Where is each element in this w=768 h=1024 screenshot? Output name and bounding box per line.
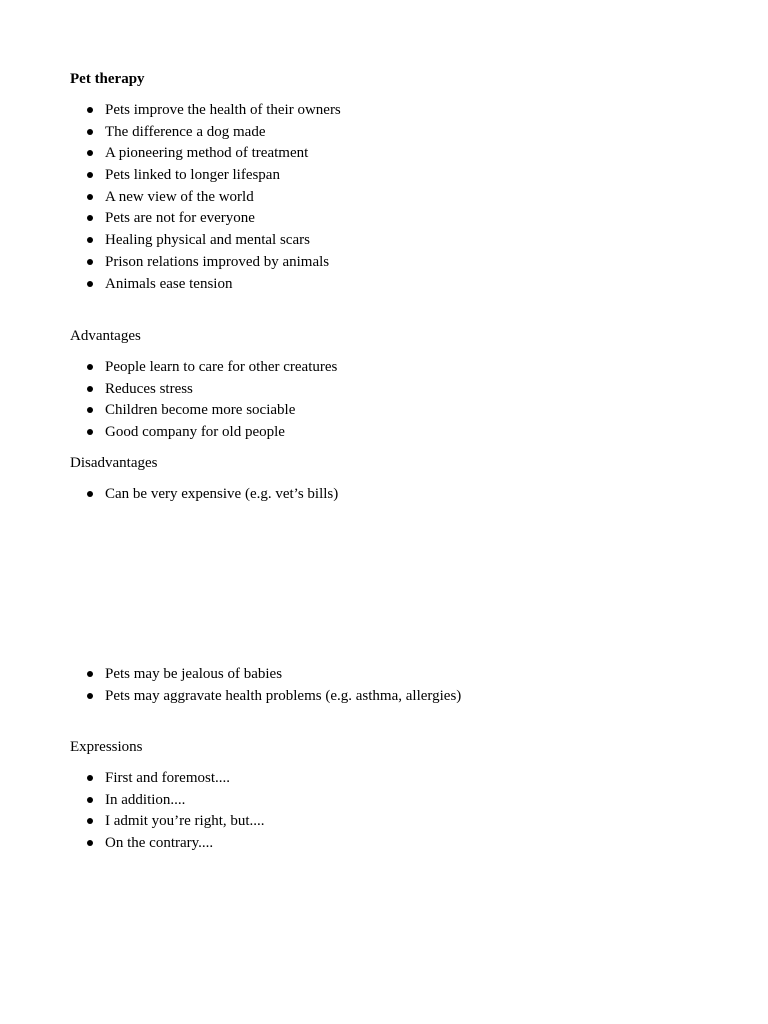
bullet-dot-icon [87,429,93,435]
bullet-dot-icon [87,172,93,178]
list-item: Good company for old people [70,423,337,445]
list-item: First and foremost.... [70,769,265,791]
list-item: Pets linked to longer lifespan [70,166,341,188]
bullet-dot-icon [87,259,93,265]
bullet-dot-icon [87,129,93,135]
list-item: Pets improve the health of their owners [70,101,341,123]
bullet-dot-icon [87,671,93,677]
bullet-dot-icon [87,281,93,287]
disadvantages-list-continued [70,665,461,708]
bullet-dot-icon [87,364,93,370]
list-item: Prison relations improved by animals [70,253,341,275]
document-title: Pet therapy [70,71,145,87]
expressions-heading: Expressions [70,739,143,755]
list-item: Animals ease tension [70,275,341,297]
bullet-dot-icon [87,491,93,497]
list-item: The difference a dog made [70,123,341,145]
advantages-list [70,358,337,445]
list-item: I admit you’re right, but.... [70,812,265,834]
list-item: A new view of the world [70,188,341,210]
list-item: A pioneering method of treatment [70,144,341,166]
topics-list [70,101,341,296]
bullet-dot-icon [87,107,93,113]
list-item: Pets may aggravate health problems (e.g. asthma, allergies) [70,687,461,709]
list-item: In addition.... [70,791,265,813]
disadvantages-heading: Disadvantages [70,455,158,471]
expressions-list [70,769,265,856]
bullet-dot-icon [87,407,93,413]
list-item: Pets are not for everyone [70,209,341,231]
list-item: On the contrary.... [70,834,265,856]
list-item: Healing physical and mental scars [70,231,341,253]
list-item: People learn to care for other creatures [70,358,337,380]
list-item: Reduces stress [70,380,337,402]
bullet-dot-icon [87,840,93,846]
disadvantages-list [70,485,338,507]
bullet-dot-icon [87,150,93,156]
list-item: Can be very expensive (e.g. vet’s bills) [70,485,338,507]
bullet-dot-icon [87,237,93,243]
bullet-dot-icon [87,775,93,781]
list-item: Children become more sociable [70,401,337,423]
bullet-dot-icon [87,818,93,824]
bullet-dot-icon [87,194,93,200]
advantages-heading: Advantages [70,328,141,344]
list-item: Pets may be jealous of babies [70,665,461,687]
bullet-dot-icon [87,215,93,221]
bullet-dot-icon [87,386,93,392]
bullet-dot-icon [87,797,93,803]
bullet-dot-icon [87,693,93,699]
